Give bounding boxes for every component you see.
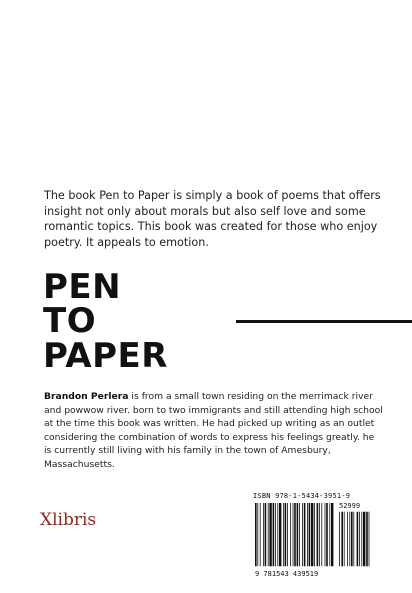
decorative-rule <box>236 320 412 323</box>
publisher-logo: Xlibris <box>40 510 97 530</box>
book-blurb: The book Pen to Paper is simply a book of poems that offers insight not only about morals but also self love and some romantic topics. This book was created for those who enjoy poetry. It appeals to emotion. <box>44 189 381 249</box>
isbn-label: ISBN 978-1-5434-3951-9 <box>253 492 351 500</box>
author-name: Brandon Perlera <box>44 391 129 402</box>
book-title-line-3: PAPER <box>43 336 168 376</box>
barcode-box <box>253 492 371 580</box>
book-title-line-2: TO <box>43 301 97 341</box>
author-bio <box>44 390 384 472</box>
barcode-graphic <box>253 503 371 575</box>
book-title-line-1: PEN <box>43 267 122 307</box>
author-bio-text: is from a small town residing on the merrimack river and powwow river. born to two immigrants and still attending high school at the time this book was written. He had picked up writing as an outlet considering the combination of words to express his feelings greatly. he is currently still living with his family in the town of Amesbury, Massachusetts. <box>44 391 383 470</box>
ean-digits: 9 781543 439519 <box>255 570 319 578</box>
price-code: 52999 <box>339 502 361 510</box>
